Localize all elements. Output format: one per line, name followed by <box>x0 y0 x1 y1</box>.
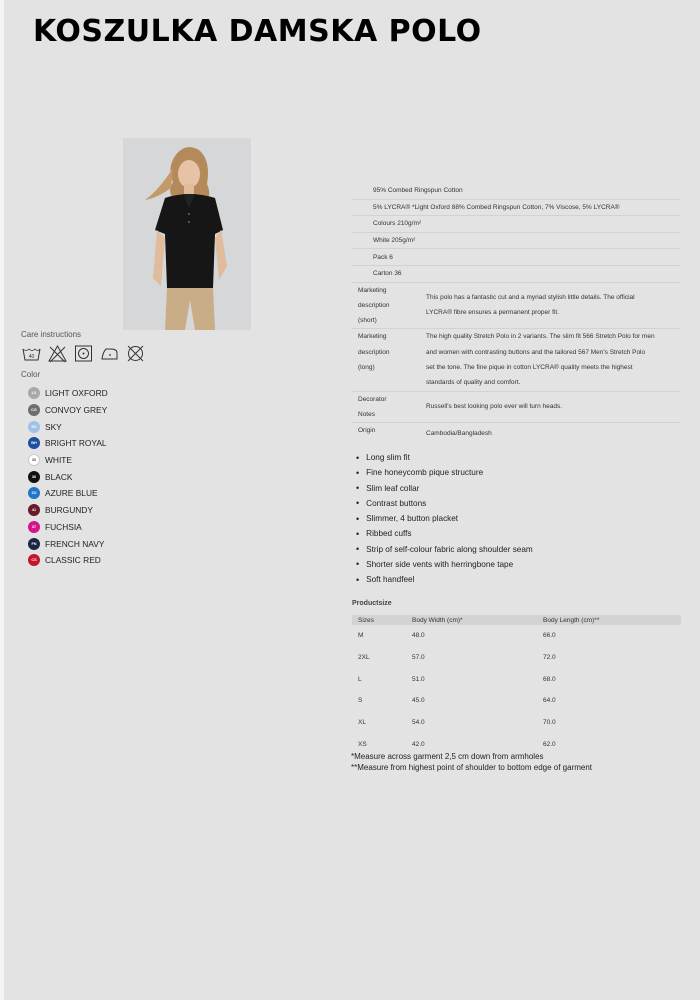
productsize-title: Productsize <box>352 600 392 607</box>
width-cell: 42.0 <box>412 740 425 748</box>
size-cell: S <box>358 697 363 705</box>
color-swatch: CG <box>28 404 40 416</box>
size-cell: XL <box>358 719 366 727</box>
feature-item: • Slimmer, 4 button placket <box>356 511 533 526</box>
color-item <box>28 402 108 419</box>
care-icons <box>21 344 146 363</box>
color-name: BURGUNDY <box>45 505 93 516</box>
size-cell: M <box>358 632 364 640</box>
color-item <box>28 485 108 502</box>
color-swatch: ZU <box>28 487 40 499</box>
feature-item: • Contrast buttons <box>356 496 533 511</box>
color-item <box>28 535 108 552</box>
size-cell: XS <box>358 740 367 748</box>
marketing-long-line-4: standards of quality and comfort. <box>426 379 521 387</box>
spec-white-weight: White 205g/m² <box>373 237 416 245</box>
size-note-1: *Measure across garment 2,5 cm down from armholes <box>351 752 544 761</box>
color-swatch: 36 <box>28 471 40 483</box>
color-item <box>28 552 108 569</box>
marketing-short-line-2: LYCRA® fibre ensures a permanent proper fit. <box>426 308 559 316</box>
spec-row-origin <box>352 423 680 441</box>
marketing-short-line-1: This polo has a fantastic cut and a myriad stylish little details. The official <box>426 293 635 301</box>
color-item <box>28 519 108 536</box>
spec-colours-weight: Colours 210g/m² <box>373 220 422 228</box>
length-cell: 68.0 <box>543 675 556 683</box>
color-swatch: CS <box>28 554 40 566</box>
color-name: WHITE <box>45 455 72 466</box>
color-name: CONVOY GREY <box>45 405 108 416</box>
size-row <box>352 625 681 647</box>
feature-item: • Shorter side vents with herringbone tape <box>356 557 533 572</box>
size-notes <box>351 752 592 773</box>
size-cell: 2XL <box>358 654 370 662</box>
origin-value: Cambodia/Bangladesh <box>426 430 492 438</box>
color-swatch: FN <box>28 538 40 550</box>
width-cell: 51.0 <box>412 675 425 683</box>
care-instructions-label: Care instructions <box>21 330 82 339</box>
page-title: KOSZULKA DAMSKA POLO <box>33 14 482 49</box>
feature-list <box>356 450 533 587</box>
color-name: FRENCH NAVY <box>45 538 105 549</box>
color-swatch: SC <box>28 421 40 433</box>
header-sizes: Sizes <box>358 616 374 624</box>
color-name: FUCHSIA <box>45 521 82 532</box>
marketing-short-label-1: Marketing <box>358 286 387 294</box>
origin-label: Origin <box>358 427 376 435</box>
spec-table <box>352 183 680 442</box>
spec-material: 95% Combed Ringspun Cotton <box>373 187 463 195</box>
spec-carton: Carton 36 <box>373 270 402 278</box>
marketing-short-label-2: description <box>358 301 390 309</box>
color-name: CLASSIC RED <box>45 555 101 566</box>
color-name: BRIGHT ROYAL <box>45 438 107 449</box>
color-swatch: BH <box>28 437 40 449</box>
size-table-header <box>352 615 681 625</box>
decorator-label-1: Decorator <box>358 395 387 403</box>
color-label: Color <box>21 370 41 379</box>
color-item <box>28 435 108 452</box>
size-cell: L <box>358 675 362 683</box>
width-cell: 45.0 <box>412 697 425 705</box>
color-item <box>28 468 108 485</box>
decorator-label-2: Notes <box>358 410 375 418</box>
color-swatch: 30 <box>28 454 40 466</box>
length-cell: 66.0 <box>543 632 556 640</box>
width-cell: 57.0 <box>412 654 425 662</box>
spec-row-marketing-short <box>352 283 680 330</box>
length-cell: 64.0 <box>543 697 556 705</box>
product-photo <box>123 138 251 330</box>
width-cell: 54.0 <box>412 719 425 727</box>
iron-low-icon <box>99 344 120 363</box>
length-cell: 62.0 <box>543 740 556 748</box>
wash-40-icon <box>21 344 42 363</box>
size-table <box>352 615 681 755</box>
color-name: SKY <box>45 421 62 432</box>
size-row <box>352 690 681 712</box>
no-bleach-icon <box>47 344 68 363</box>
spec-row-material <box>352 183 680 200</box>
feature-item: • Soft handfeel <box>356 572 533 587</box>
spec-row-material2 <box>352 200 680 217</box>
spec-material-2: 5% LYCRA® *Light Oxford 88% Combed Ringspun Cotton, 7% Viscose, 5% LYCRA® <box>373 203 620 211</box>
spec-row-decorator-notes <box>352 392 680 424</box>
marketing-long-label-3: (long) <box>358 364 375 372</box>
color-list <box>28 385 108 569</box>
spec-row-marketing-long <box>352 329 680 391</box>
no-dry-clean-icon <box>125 344 146 363</box>
color-item <box>28 452 108 469</box>
marketing-long-line-1: The high quality Stretch Polo in 2 variants. The slim fit 566 Stretch Polo for men <box>426 333 655 341</box>
size-row <box>352 668 681 690</box>
length-cell: 70.0 <box>543 719 556 727</box>
marketing-short-label-3: (short) <box>358 317 377 325</box>
color-item <box>28 502 108 519</box>
feature-item: • Ribbed cuffs <box>356 526 533 541</box>
color-name: AZURE BLUE <box>45 488 98 499</box>
spec-row-white-weight <box>352 233 680 250</box>
size-note-2: **Measure from highest point of shoulder to bottom edge of garment <box>351 762 593 772</box>
color-swatch: LX <box>28 387 40 399</box>
size-row <box>352 647 681 669</box>
feature-item: • Slim leaf collar <box>356 481 533 496</box>
spec-row-carton <box>352 266 680 283</box>
svg-text:40: 40 <box>28 354 35 360</box>
page-edge <box>0 0 4 1000</box>
size-row <box>352 712 681 734</box>
marketing-long-label-1: Marketing <box>358 333 387 341</box>
color-name: LIGHT OXFORD <box>45 388 108 399</box>
decorator-value: Russell's best looking polo ever will turn heads. <box>426 402 563 410</box>
feature-item: • Strip of self-colour fabric along shoulder seam <box>356 542 533 557</box>
header-body-width: Body Width (cm)* <box>412 616 463 624</box>
color-item <box>28 418 108 435</box>
length-cell: 72.0 <box>543 654 556 662</box>
color-name: BLACK <box>45 471 73 482</box>
spec-row-colours-weight <box>352 216 680 233</box>
width-cell: 48.0 <box>412 632 425 640</box>
color-swatch: 41 <box>28 504 40 516</box>
header-body-length: Body Length (cm)** <box>543 616 600 624</box>
feature-item: • Fine honeycomb pique structure <box>356 465 533 480</box>
marketing-long-line-2: and women with contrasting buttons and the tailored 567 Men's Stretch Polo <box>426 348 646 356</box>
feature-item: • Long slim fit <box>356 450 533 465</box>
color-swatch: 37 <box>28 521 40 533</box>
marketing-long-line-3: set the tone. The fine pique in cotton LYCRA® quality meets the highest <box>426 364 633 372</box>
marketing-long-label-2: description <box>358 348 390 356</box>
color-item <box>28 385 108 402</box>
tumble-dry-icon <box>73 344 94 363</box>
spec-row-pack <box>352 249 680 266</box>
spec-pack: Pack 6 <box>373 253 393 261</box>
